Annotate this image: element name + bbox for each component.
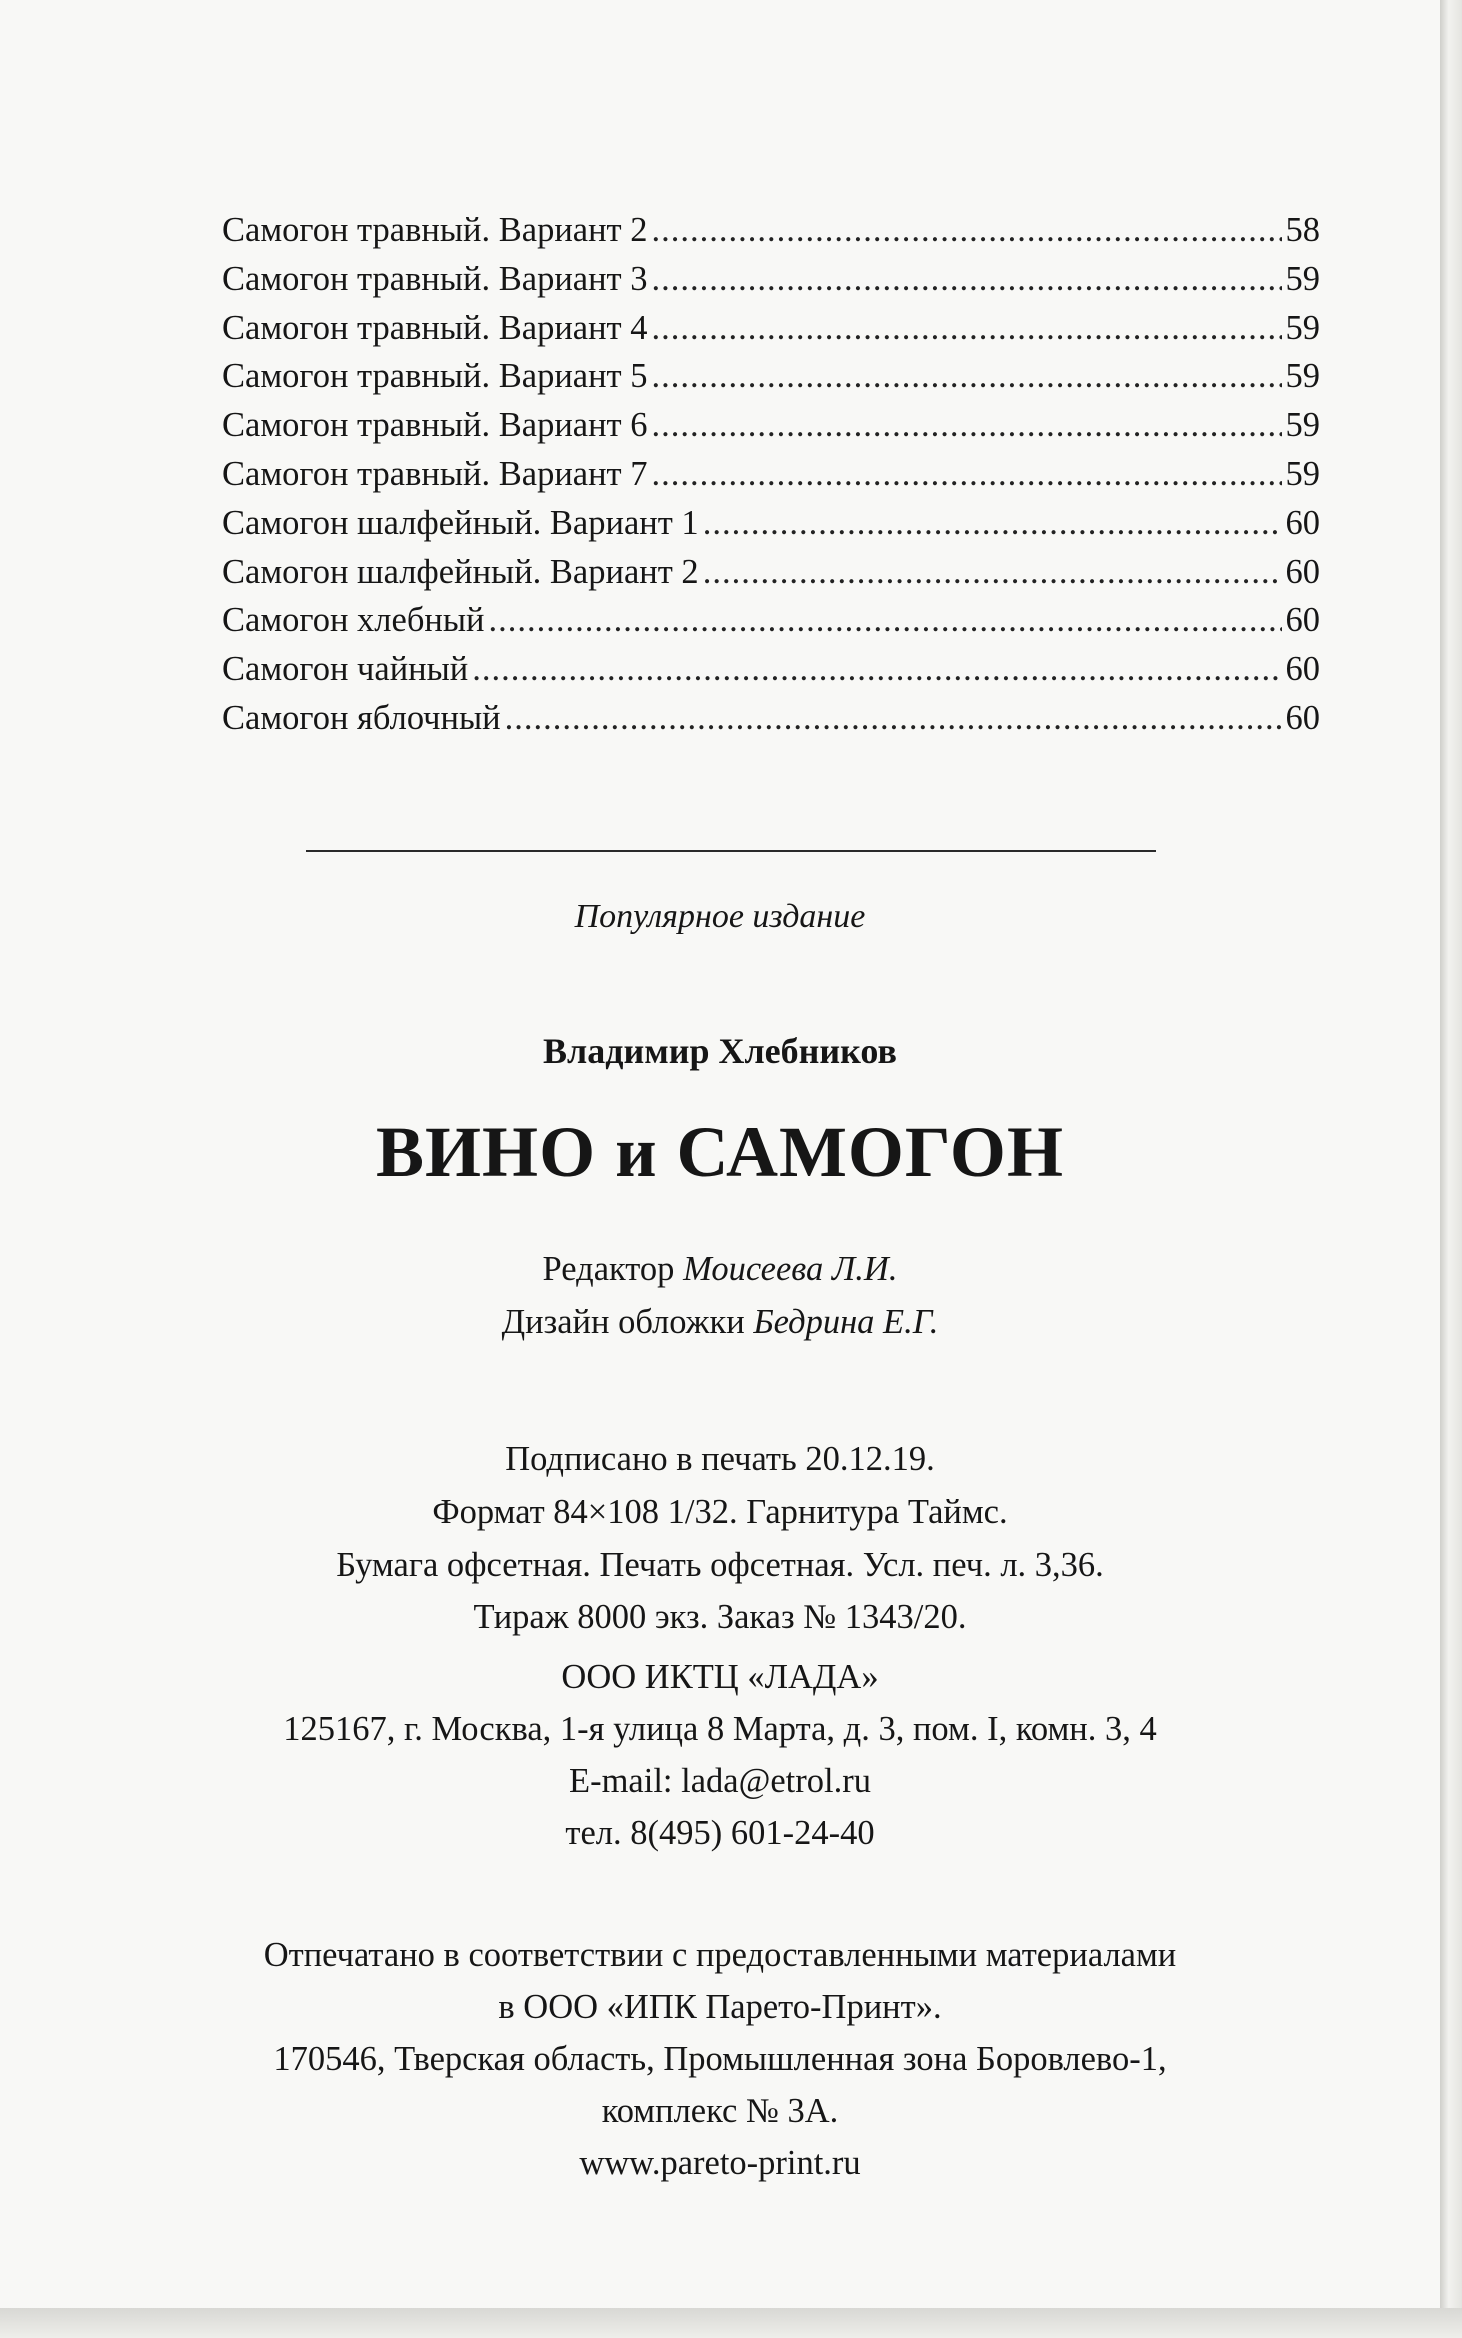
toc-dot-leader <box>472 645 1281 694</box>
toc-entry-title: Самогон травный. Вариант 5 <box>222 357 648 396</box>
toc-entry-title: Самогон травный. Вариант 4 <box>222 308 648 347</box>
toc-dot-leader <box>652 255 1282 304</box>
publisher-address: 125167, г. Москва, 1-я улица 8 Марта, д. 3, пом. I, комн. 3, 4 <box>283 1710 1157 1748</box>
toc-entry-title: Самогон травный. Вариант 6 <box>222 406 648 445</box>
toc-entry-page: 59 <box>1285 357 1320 396</box>
toc-entry-title: Самогон травный. Вариант 2 <box>222 211 648 249</box>
toc-entry <box>222 206 1320 255</box>
toc-dot-leader <box>652 352 1282 401</box>
signed-for-print: Подписано в печать 20.12.19. <box>505 1440 935 1478</box>
table-of-contents <box>222 206 1320 743</box>
toc-dot-leader <box>488 596 1281 645</box>
toc-entry-title: Самогон яблочный <box>222 698 501 737</box>
toc-entry-title: Самогон шалфейный. Вариант 2 <box>222 552 699 591</box>
toc-entry-page: 59 <box>1285 454 1320 493</box>
editor-name: Моисеева Л.И. <box>683 1250 898 1288</box>
toc-dot-leader <box>652 450 1282 499</box>
separator-rule <box>306 850 1156 852</box>
print-run: Тираж 8000 экз. Заказ № 1343/20. <box>473 1598 967 1636</box>
publisher-name: ООО ИКТЦ «ЛАДА» <box>561 1658 879 1696</box>
toc-entry <box>222 694 1320 743</box>
toc-dot-leader <box>652 401 1282 450</box>
toc-entry-title: Самогон травный. Вариант 7 <box>222 454 648 493</box>
cover-designer-name: Бедрина Е.Г. <box>753 1303 939 1341</box>
page-edge <box>1440 0 1462 2338</box>
toc-entry-page: 59 <box>1285 406 1320 445</box>
toc-entry-page: 60 <box>1285 552 1320 591</box>
editor-credit <box>140 1250 1300 1289</box>
printer-name: в ООО «ИПК Парето-Принт». <box>498 1988 942 2026</box>
toc-entry <box>222 401 1320 450</box>
toc-dot-leader <box>703 499 1282 548</box>
toc-entry-title: Самогон шалфейный. Вариант 1 <box>222 503 699 542</box>
toc-entry-page: 59 <box>1285 259 1320 298</box>
toc-entry-page: 60 <box>1285 698 1320 737</box>
toc-entry-page: 60 <box>1285 650 1320 689</box>
editor-label: Редактор <box>542 1250 675 1288</box>
toc-dot-leader <box>652 206 1282 255</box>
toc-entry-page: 60 <box>1285 503 1320 542</box>
printer-website: www.pareto-print.ru <box>579 2144 861 2182</box>
toc-dot-leader <box>703 548 1282 597</box>
toc-entry <box>222 450 1320 499</box>
scan-bottom-edge <box>0 2308 1462 2338</box>
toc-entry-title: Самогон травный. Вариант 3 <box>222 259 648 298</box>
printing-note: Отпечатано в соответствии с предоставленными материалами <box>263 1936 1177 1974</box>
toc-entry <box>222 304 1320 353</box>
book-title: ВИНО и САМОГОН <box>376 1112 1064 1192</box>
toc-entry-page: 58 <box>1285 211 1320 249</box>
cover-design-credit <box>140 1303 1300 1342</box>
toc-entry <box>222 352 1320 401</box>
toc-entry <box>222 499 1320 548</box>
toc-entry-page: 60 <box>1285 601 1320 640</box>
toc-dot-leader <box>652 304 1282 353</box>
publisher-email: E-mail: lada@etrol.ru <box>569 1762 871 1800</box>
paper-info: Бумага офсетная. Печать офсетная. Усл. печ. л. 3,36. <box>336 1546 1104 1584</box>
toc-entry-title: Самогон чайный <box>222 650 469 689</box>
author-name: Владимир Хлебников <box>543 1031 897 1071</box>
toc-entry-title: Самогон хлебный <box>222 601 485 640</box>
edition-type: Популярное издание <box>574 898 866 935</box>
cover-design-label: Дизайн обложки <box>501 1303 745 1341</box>
printer-complex: комплекс № 3А. <box>601 2092 839 2130</box>
toc-dot-leader <box>505 694 1282 743</box>
publisher-phone: тел. 8(495) 601-24-40 <box>565 1814 875 1852</box>
toc-entry <box>222 596 1320 645</box>
toc-entry-page: 59 <box>1285 308 1320 347</box>
toc-entry <box>222 645 1320 694</box>
toc-entry <box>222 548 1320 597</box>
toc-entry <box>222 255 1320 304</box>
printer-address: 170546, Тверская область, Промышленная зона Боровлево-1, <box>273 2040 1167 2078</box>
format-info: Формат 84×108 1/32. Гарнитура Таймс. <box>432 1493 1008 1531</box>
